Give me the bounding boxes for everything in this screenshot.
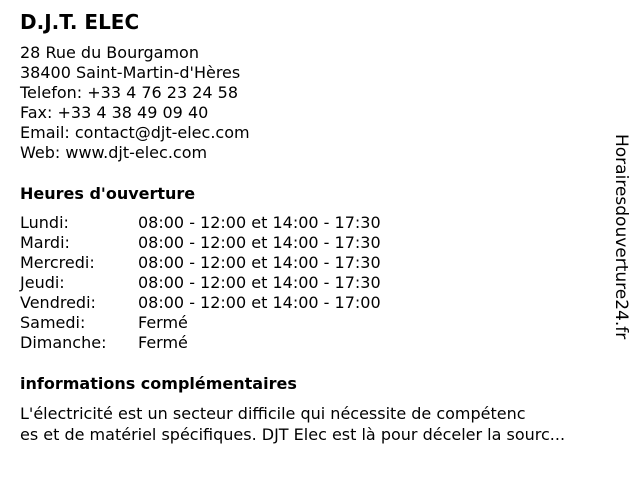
day-label: Lundi: (20, 213, 69, 232)
day-hours: Fermé (138, 333, 188, 352)
website-address: Web: www.djt-elec.com (20, 143, 208, 162)
day-label: Jeudi: (20, 273, 65, 292)
email-address: Email: contact@djt-elec.com (20, 123, 250, 142)
day-hours: 08:00 - 12:00 et 14:00 - 17:30 (138, 253, 381, 272)
phone-number: Telefon: +33 4 76 23 24 58 (20, 83, 239, 102)
day-label: Dimanche: (20, 333, 107, 352)
day-hours: 08:00 - 12:00 et 14:00 - 17:00 (138, 293, 381, 312)
day-hours: 08:00 - 12:00 et 14:00 - 17:30 (138, 273, 381, 292)
day-label: Mardi: (20, 233, 70, 252)
day-label: Mercredi: (20, 253, 95, 272)
fax-number: Fax: +33 4 38 49 09 40 (20, 103, 209, 122)
address-street: 28 Rue du Bourgamon (20, 43, 199, 62)
day-hours: 08:00 - 12:00 et 14:00 - 17:30 (138, 233, 381, 252)
contact-block (20, 43, 250, 163)
description-line: L'électricité est un secteur difficile qui nécessite de compétenc (20, 404, 526, 423)
day-hours: 08:00 - 12:00 et 14:00 - 17:30 (138, 213, 381, 232)
additional-info-text (20, 403, 565, 445)
day-hours: Fermé (138, 313, 188, 332)
business-name: D.J.T. ELEC (20, 10, 140, 34)
description-line: es et de matériel spécifiques. DJT Elec est là pour déceler la sourc... (20, 425, 566, 444)
address-city: 38400 Saint-Martin-d'Hères (20, 63, 241, 82)
opening-hours-heading: Heures d'ouverture (20, 184, 196, 203)
day-label: Samedi: (20, 313, 86, 332)
day-label: Vendredi: (20, 293, 96, 312)
site-watermark: Horairesdouverture24.fr (611, 134, 631, 340)
additional-info-heading: informations complémentaires (20, 374, 297, 393)
